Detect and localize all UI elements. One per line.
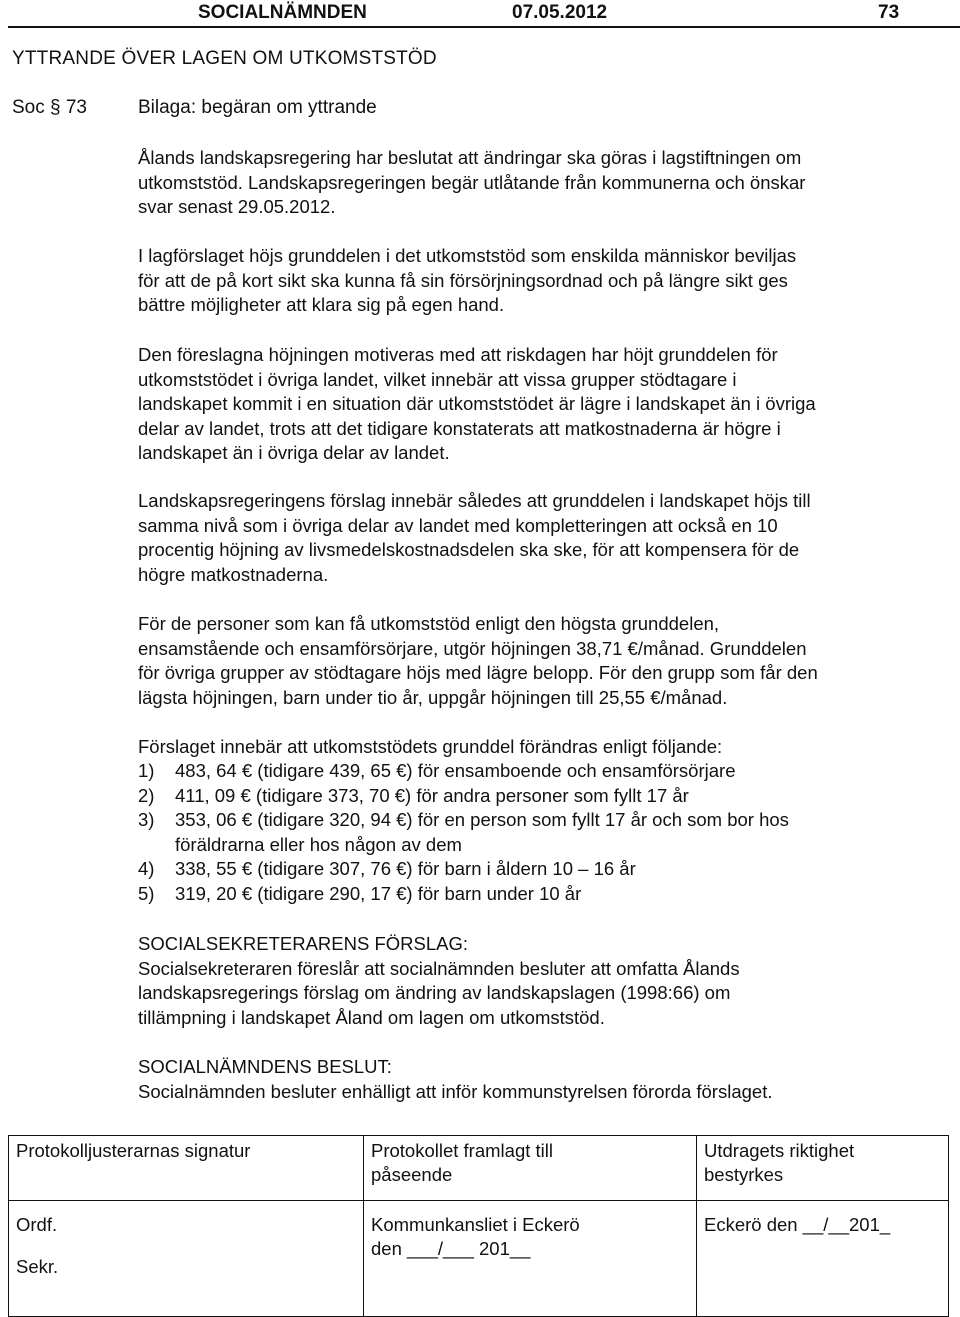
signature-cell-adjusters: [9, 1136, 364, 1201]
signature-table-header-row: [9, 1136, 949, 1201]
cell-value: Eckerö den __/__201_: [704, 1214, 891, 1235]
paragraph-line: Landskapsregeringens förslag innebär således att grunddelen i landskapet höjs till: [138, 490, 811, 511]
header-date: 07.05.2012: [512, 2, 608, 23]
paragraph-line: landskapet kommit i en situation där utkomststödet är lägre i landskapet än i övriga: [138, 393, 816, 414]
case-number: Soc § 73: [12, 97, 87, 118]
list-item-number: 1): [138, 760, 155, 781]
board-decision: [138, 1055, 938, 1104]
paragraph-government-proposal: [138, 489, 938, 587]
proposal-list: [138, 759, 789, 906]
list-item-text: 338, 55 € (tidigare 307, 76 €) för barn i åldern 10 – 16 år: [175, 858, 636, 879]
paragraph-line: I lagförslaget höjs grunddelen i det utkomststöd som enskilda människor beviljas: [138, 245, 797, 266]
list-item-text: 353, 06 € (tidigare 320, 94 €) för en person som fyllt 17 år och som bor hos: [175, 809, 789, 830]
paragraph-line: för övriga grupper av stödtagare höjs med lägre belopp. För den grupp som får den: [138, 662, 818, 683]
paragraph-line: landskapsregerings förslag om ändring av landskapslagen (1998:66) om: [138, 982, 731, 1003]
signature-cell-certified: [697, 1136, 949, 1201]
signature-table-body-row: [9, 1201, 949, 1317]
paragraph-line: högre matkostnaderna.: [138, 563, 329, 585]
cell-value: den ___/___ 201__: [371, 1238, 531, 1259]
paragraph-line: delar av landet, trots att det tidigare konstaterats att matkostnaderna är högre i: [138, 417, 781, 439]
paragraph-line: svar senast 29.05.2012.: [138, 196, 336, 217]
paragraph-line: procentig höjning av livsmedelskostnadsdelen ska ske, för att kompensera för de: [138, 539, 800, 560]
header-department: SOCIALNÄMNDEN: [198, 2, 367, 23]
paragraph-line: landskapet än i övriga delar av landet.: [138, 442, 450, 463]
secretary-proposal: [138, 932, 938, 1030]
list-item: [138, 808, 789, 857]
paragraph-line: för att de på kort sikt ska kunna få sin försörjningsordnad och på längre sikt ges: [138, 269, 788, 291]
list-item-number: 5): [138, 882, 155, 904]
cell-label: påseende: [371, 1164, 453, 1185]
paragraph-line: lägsta höjningen, barn under tio år, uppgår höjningen till 25,55 €/månad.: [138, 686, 728, 708]
header-page-number: 73: [878, 2, 900, 23]
paragraph-line: Den föreslagna höjningen motiveras med att riskdagen har höjt grunddelen för: [138, 344, 778, 365]
paragraph-line: utkomststödet i övriga landet, vilket innebär att vissa grupper stödtagare i: [138, 368, 737, 390]
secretary-label: Sekr.: [16, 1256, 59, 1277]
cell-label: Protokollet framlagt till: [371, 1140, 553, 1161]
paragraph-line: bättre möjligheter att klara sig på egen hand.: [138, 294, 505, 315]
list-item-text: 411, 09 € (tidigare 373, 70 €) för andra personer som fyllt 17 år: [175, 784, 689, 806]
case-subject: Bilaga: begäran om yttrande: [138, 97, 377, 118]
paragraph-line: ensamstående och ensamförsörjare, utgör höjningen 38,71 €/månad. Grunddelen: [138, 637, 807, 659]
paragraph-proposal-summary: [138, 244, 938, 318]
cell-value: Kommunkansliet i Eckerö: [371, 1214, 580, 1235]
cell-label: Protokolljusterarnas signatur: [16, 1140, 251, 1161]
paragraph-line: Socialsekreteraren föreslår att socialnämnden besluter att omfatta Ålands: [138, 957, 740, 979]
section-heading: SOCIALNÄMNDENS BESLUT:: [138, 1056, 392, 1077]
signature-cell-place-date: [697, 1201, 949, 1317]
list-item-number: 3): [138, 809, 155, 830]
paragraph-line: För de personer som kan få utkomststöd enligt den högsta grunddelen,: [138, 613, 720, 634]
paragraph-intro: [138, 146, 938, 220]
paragraph-line: samma nivå som i övriga delar av landet med kompletteringen att också en 10: [138, 514, 778, 536]
proposal-intro: Förslaget innebär att utkomststödets grunddel förändras enligt följande:: [138, 736, 723, 757]
list-item-number: 4): [138, 858, 155, 879]
header-rule: [8, 26, 960, 28]
signature-cell-chair-secretary: [9, 1201, 364, 1317]
paragraph-line: Ålands landskapsregering har beslutat att ändringar ska göras i lagstiftningen om: [138, 147, 802, 168]
list-item: [138, 882, 789, 907]
signature-cell-office: [364, 1201, 697, 1317]
signature-table: [8, 1135, 949, 1317]
section-heading: SOCIALSEKRETERARENS FÖRSLAG:: [138, 933, 469, 954]
document-title: YTTRANDE ÖVER LAGEN OM UTKOMSTSTÖD: [12, 48, 437, 69]
list-item: [138, 857, 789, 882]
paragraph-line: utkomststöd. Landskapsregeringen begär utlåtande från kommunerna och önskar: [138, 171, 806, 193]
paragraph-motivation: [138, 343, 938, 466]
chair-label: Ordf.: [16, 1214, 58, 1235]
list-item-text: 319, 20 € (tidigare 290, 17 €) för barn under 10 år: [175, 882, 582, 904]
list-item-text: 483, 64 € (tidigare 439, 65 €) för ensamboende och ensamförsörjare: [175, 760, 736, 781]
cell-label: bestyrkes: [704, 1164, 784, 1185]
list-item: [138, 784, 789, 809]
list-item-number: 2): [138, 784, 155, 806]
paragraph-amounts: [138, 612, 938, 710]
list-item-text: föräldrarna eller hos någon av dem: [175, 833, 462, 855]
cell-label: Utdragets riktighet: [704, 1140, 855, 1161]
paragraph-line: tillämpning i landskapet Åland om lagen om utkomststöd.: [138, 1006, 605, 1028]
signature-cell-posted: [364, 1136, 697, 1201]
list-item: [138, 759, 789, 784]
paragraph-line: Socialnämnden besluter enhälligt att inför kommunstyrelsen förorda förslaget.: [138, 1080, 773, 1102]
